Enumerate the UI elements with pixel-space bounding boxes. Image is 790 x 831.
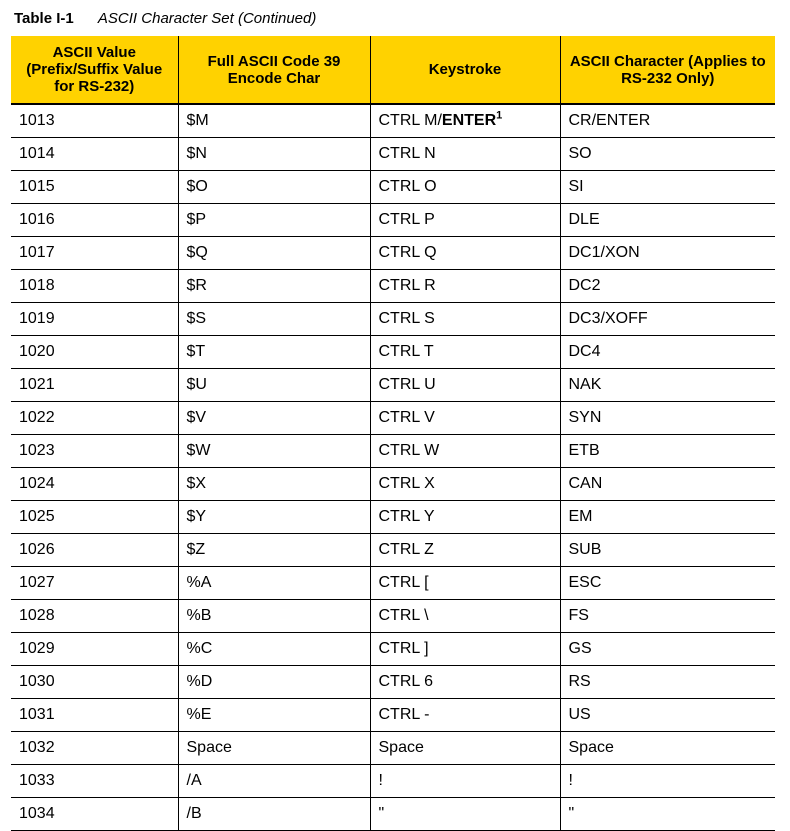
cell-ascii-character: SI: [560, 171, 775, 204]
cell-ascii-value: 1033: [11, 765, 178, 798]
cell-code39-char: $P: [178, 204, 370, 237]
cell-ascii-value: 1015: [11, 171, 178, 204]
cell-code39-char: $Y: [178, 501, 370, 534]
cell-ascii-value: 1027: [11, 567, 178, 600]
cell-ascii-character: SUB: [560, 534, 775, 567]
table-row: [11, 138, 775, 171]
cell-ascii-character: SYN: [560, 402, 775, 435]
cell-ascii-value: 1020: [11, 336, 178, 369]
header-ascii-value: ASCII Value (Prefix/Suffix Value for RS-232): [11, 36, 178, 104]
cell-ascii-character: DC4: [560, 336, 775, 369]
cell-code39-char: %B: [178, 600, 370, 633]
table-row: [11, 732, 775, 765]
cell-keystroke: CTRL -: [370, 699, 560, 732]
cell-keystroke: [370, 104, 560, 138]
cell-ascii-value: 1022: [11, 402, 178, 435]
table-row: [11, 369, 775, 402]
cell-code39-char: $V: [178, 402, 370, 435]
cell-keystroke: CTRL P: [370, 204, 560, 237]
cell-ascii-character: DC2: [560, 270, 775, 303]
table-row: [11, 435, 775, 468]
cell-keystroke: CTRL Z: [370, 534, 560, 567]
cell-ascii-value: 1014: [11, 138, 178, 171]
cell-keystroke: !: [370, 765, 560, 798]
cell-ascii-value: 1018: [11, 270, 178, 303]
cell-keystroke: CTRL \: [370, 600, 560, 633]
header-ascii-character: ASCII Character (Applies to RS-232 Only): [560, 36, 775, 104]
keystroke-prefix: CTRL M/: [378, 112, 442, 129]
cell-code39-char: Space: [178, 732, 370, 765]
cell-ascii-value: 1026: [11, 534, 178, 567]
cell-ascii-character: CAN: [560, 468, 775, 501]
table-row: [11, 104, 775, 138]
table-row: [11, 303, 775, 336]
table-caption: [14, 10, 316, 27]
cell-ascii-value: 1025: [11, 501, 178, 534]
cell-code39-char: $M: [178, 104, 370, 138]
cell-code39-char: $X: [178, 468, 370, 501]
cell-ascii-character: RS: [560, 666, 775, 699]
cell-code39-char: /B: [178, 798, 370, 831]
cell-keystroke: CTRL O: [370, 171, 560, 204]
cell-code39-char: $Q: [178, 237, 370, 270]
cell-code39-char: $Z: [178, 534, 370, 567]
cell-code39-char: $R: [178, 270, 370, 303]
table-row: [11, 567, 775, 600]
cell-ascii-character: GS: [560, 633, 775, 666]
cell-code39-char: %C: [178, 633, 370, 666]
cell-keystroke: CTRL ]: [370, 633, 560, 666]
cell-ascii-character: US: [560, 699, 775, 732]
cell-keystroke: CTRL N: [370, 138, 560, 171]
cell-keystroke: CTRL S: [370, 303, 560, 336]
cell-code39-char: $U: [178, 369, 370, 402]
cell-code39-char: $T: [178, 336, 370, 369]
cell-ascii-character: ETB: [560, 435, 775, 468]
cell-ascii-character: SO: [560, 138, 775, 171]
cell-keystroke: CTRL X: [370, 468, 560, 501]
header-code39-char: Full ASCII Code 39 Encode Char: [178, 36, 370, 104]
table-row: [11, 270, 775, 303]
table-row: [11, 600, 775, 633]
table-number: Table I-1: [14, 10, 74, 27]
cell-keystroke: CTRL [: [370, 567, 560, 600]
cell-keystroke: CTRL Y: [370, 501, 560, 534]
cell-ascii-character: Space: [560, 732, 775, 765]
header-row: [11, 36, 775, 104]
table-row: [11, 765, 775, 798]
table-row: [11, 237, 775, 270]
table-title: ASCII Character Set (Continued): [97, 10, 317, 27]
table-row: [11, 633, 775, 666]
cell-ascii-value: 1016: [11, 204, 178, 237]
cell-ascii-value: 1024: [11, 468, 178, 501]
cell-ascii-value: 1028: [11, 600, 178, 633]
cell-ascii-character: DC1/XON: [560, 237, 775, 270]
cell-keystroke: CTRL T: [370, 336, 560, 369]
cell-ascii-character: ": [560, 798, 775, 831]
table-row: [11, 699, 775, 732]
cell-ascii-character: NAK: [560, 369, 775, 402]
cell-code39-char: %D: [178, 666, 370, 699]
cell-ascii-value: 1017: [11, 237, 178, 270]
cell-ascii-character: FS: [560, 600, 775, 633]
cell-ascii-character: DLE: [560, 204, 775, 237]
cell-code39-char: $O: [178, 171, 370, 204]
cell-code39-char: %A: [178, 567, 370, 600]
cell-ascii-value: 1029: [11, 633, 178, 666]
cell-code39-char: $S: [178, 303, 370, 336]
cell-keystroke: CTRL U: [370, 369, 560, 402]
cell-ascii-character: !: [560, 765, 775, 798]
cell-ascii-value: 1019: [11, 303, 178, 336]
cell-code39-char: $N: [178, 138, 370, 171]
cell-code39-char: $W: [178, 435, 370, 468]
table-row: [11, 501, 775, 534]
cell-keystroke: CTRL 6: [370, 666, 560, 699]
cell-ascii-character: EM: [560, 501, 775, 534]
cell-keystroke: Space: [370, 732, 560, 765]
cell-ascii-value: 1032: [11, 732, 178, 765]
cell-ascii-character: DC3/XOFF: [560, 303, 775, 336]
ascii-table: [11, 36, 775, 831]
cell-keystroke: CTRL V: [370, 402, 560, 435]
table-row: [11, 171, 775, 204]
cell-ascii-value: 1021: [11, 369, 178, 402]
footnote-marker: 1: [496, 109, 503, 122]
table-row: [11, 798, 775, 831]
table-row: [11, 402, 775, 435]
cell-keystroke: CTRL R: [370, 270, 560, 303]
cell-ascii-value: 1030: [11, 666, 178, 699]
table-row: [11, 666, 775, 699]
header-keystroke: Keystroke: [370, 36, 560, 104]
cell-ascii-value: 1034: [11, 798, 178, 831]
table-row: [11, 204, 775, 237]
cell-code39-char: /A: [178, 765, 370, 798]
cell-code39-char: %E: [178, 699, 370, 732]
table-row: [11, 336, 775, 369]
cell-ascii-value: 1023: [11, 435, 178, 468]
cell-keystroke: CTRL W: [370, 435, 560, 468]
cell-ascii-character: ESC: [560, 567, 775, 600]
cell-keystroke: ": [370, 798, 560, 831]
cell-keystroke: CTRL Q: [370, 237, 560, 270]
table-row: [11, 468, 775, 501]
cell-ascii-value: 1031: [11, 699, 178, 732]
cell-ascii-character: CR/ENTER: [560, 104, 775, 138]
table-row: [11, 534, 775, 567]
keystroke-enter: ENTER: [441, 112, 497, 129]
cell-ascii-value: 1013: [11, 104, 178, 138]
